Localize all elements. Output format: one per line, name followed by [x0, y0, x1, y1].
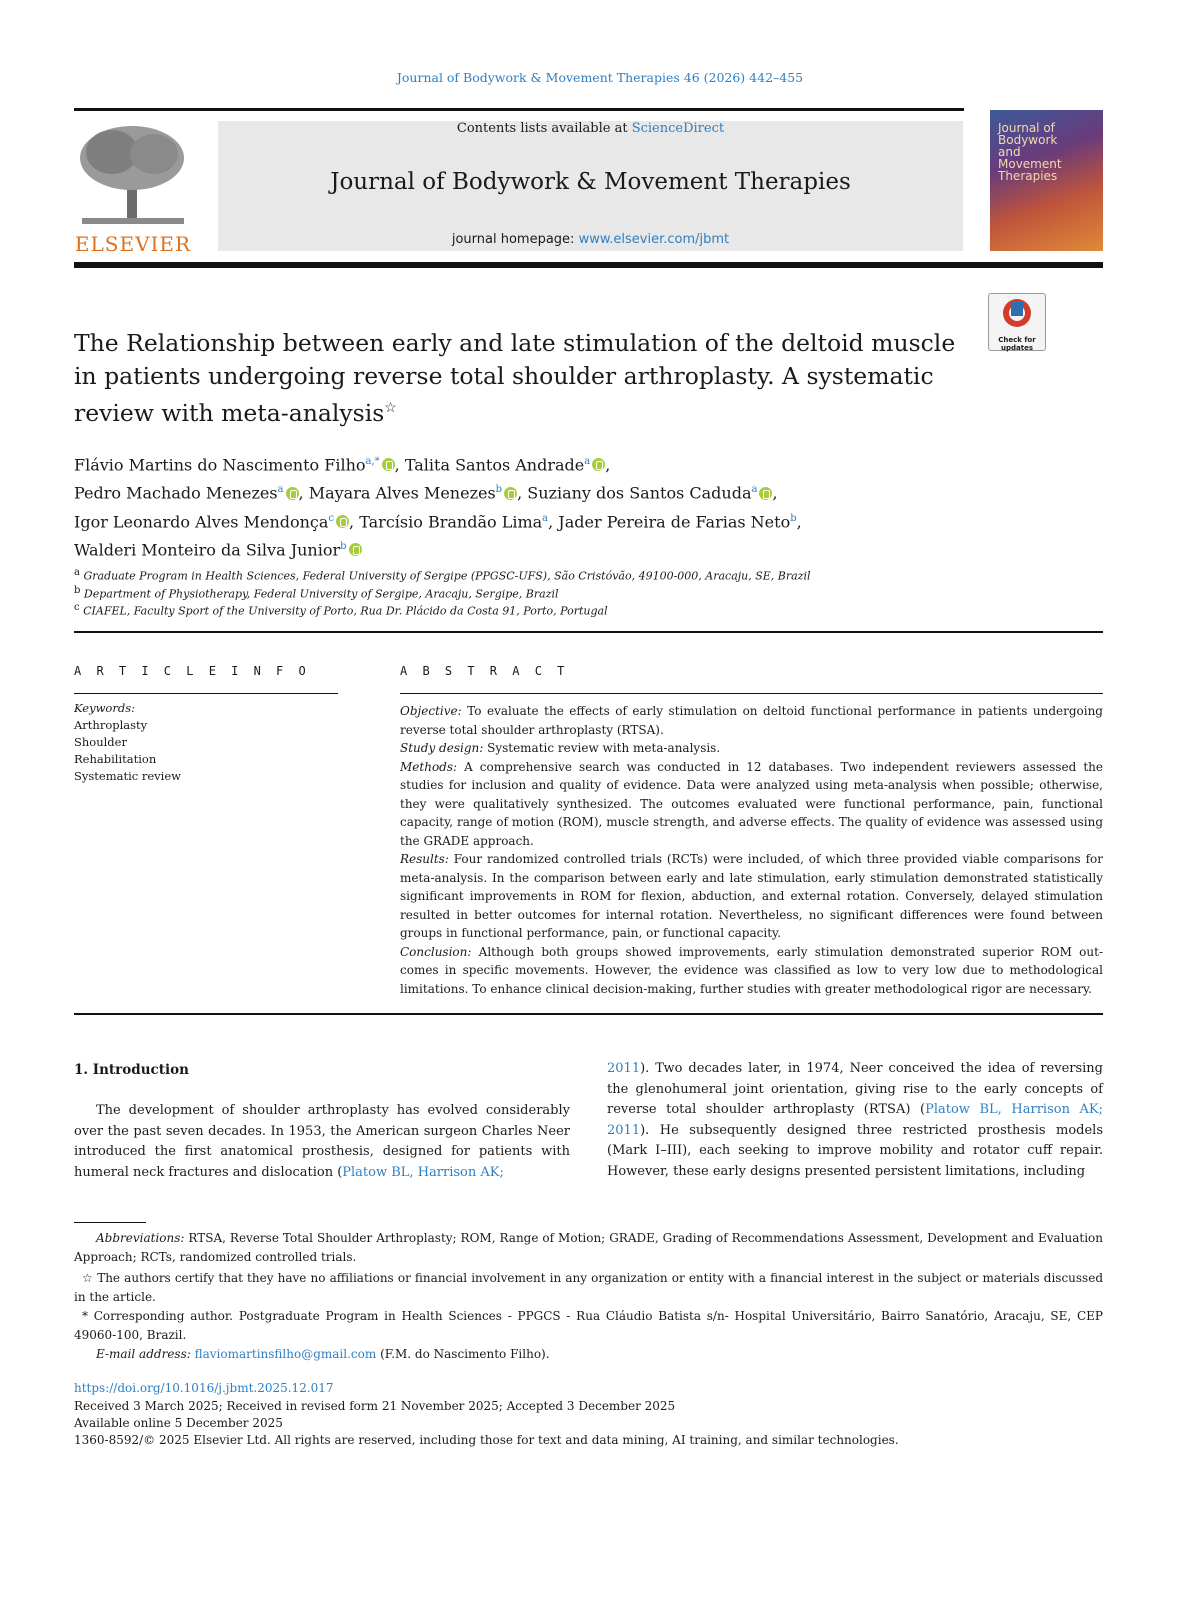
abstract-design	[400, 739, 1103, 758]
cover-title-line: and	[998, 145, 1021, 159]
affiliation-mark: a	[74, 567, 80, 578]
author-affiliation-mark[interactable]: a	[584, 456, 591, 467]
orcid-icon[interactable]	[349, 543, 362, 556]
section-heading-introduction: 1. Introduction	[74, 1062, 189, 1078]
results-text: Four randomized controlled trials (RCTs) were included, of which three provided viable comparisons for meta-analysis. In the comparison between early and late stimulation, early stimulation demonstrated statistically significant improvements in ROM for flexion, abduction, and external rotation. Conversely, delayed stimulation resulted in better outcomes for internal rotation. Nevertheless, no significant differences were found between groups in functional performance, pain, or functional capacity.	[400, 852, 1103, 940]
author-separator: ,	[605, 455, 611, 475]
affiliation-bottom-rule	[74, 631, 1103, 633]
author-list	[74, 449, 1034, 562]
intro-paragraph-text: ). He subsequently designed three restricted prosthesis models (Mark I–III), each seeking to improve mobility and rotator cuff repair. However, these early designs presented persistent limitations, including	[607, 1122, 1103, 1179]
author-line	[74, 506, 1034, 534]
received-line: Received 3 March 2025; Received in revised form 21 November 2025; Accepted 3 December 2025	[74, 1399, 676, 1413]
intro-left-column	[74, 1101, 570, 1183]
author-affiliation-mark[interactable]: b	[790, 512, 797, 524]
check-for-updates-button[interactable]	[988, 293, 1046, 351]
author-affiliation-mark[interactable]: c	[328, 512, 335, 524]
orcid-icon[interactable]	[592, 458, 605, 471]
author-name[interactable]: Pedro Machado Menezes	[74, 483, 278, 503]
cover-title-line: Movement	[998, 157, 1062, 171]
sciencedirect-link[interactable]: ScienceDirect	[631, 121, 725, 136]
orcid-icon[interactable]	[336, 515, 349, 528]
author-separator: ,	[298, 483, 309, 503]
title-line	[74, 392, 974, 429]
header-top-rule	[74, 108, 964, 111]
journal-cover-image[interactable]	[990, 110, 1103, 251]
cover-title-line: Therapies	[998, 169, 1058, 183]
conclusion-text: Although both groups showed improvements, early stimulation demonstrated superior ROM out-comes in specific movements. However, the evidence was classified as low to very low due to methodological limitations. To enhance clinical decision-making, further studies with greater methodological rigor are necessary.	[400, 944, 1103, 996]
abstract-methods	[400, 758, 1103, 851]
citation-link[interactable]: 2011	[607, 1061, 641, 1076]
author-line	[74, 477, 1034, 505]
abstract-results	[400, 850, 1103, 943]
homepage-prefix: journal homepage:	[451, 232, 579, 247]
author-name[interactable]: Suziany dos Santos Caduda	[527, 483, 752, 503]
masthead-panel	[218, 121, 963, 251]
affiliation-mark: b	[74, 585, 81, 596]
author-name[interactable]: Flávio Martins do Nascimento Filho	[74, 455, 366, 475]
methods-label: Methods:	[400, 759, 458, 774]
article-info-rule	[74, 693, 338, 694]
author-name[interactable]: Jader Pereira de Farias Neto	[558, 511, 791, 531]
email-label: E-mail address:	[96, 1347, 191, 1361]
author-affiliation-mark[interactable]: a,*	[365, 456, 380, 467]
cover-title	[998, 122, 1062, 182]
abstract-bottom-rule	[74, 1013, 1103, 1015]
author-line	[74, 449, 1034, 477]
affiliation-mark: c	[74, 602, 80, 613]
objective-label: Objective:	[400, 704, 462, 718]
author-affiliation-mark[interactable]: b	[495, 484, 503, 496]
abbreviations-text: RTSA, Reverse Total Shoulder Arthroplasty; ROM, Range of Motion; GRADE, Grading of Recommendations Assessment, Development and Evaluation Approach; RCTs, randomized controlled trials.	[74, 1231, 1103, 1264]
intro-right-column	[607, 1059, 1103, 1183]
publisher-wordmark: ELSEVIER	[74, 232, 192, 256]
design-text: Systematic review with meta-analysis.	[483, 741, 721, 755]
author-name[interactable]: Talita Santos Andrade	[404, 455, 585, 475]
abstract-heading: A B S T R A C T	[400, 664, 569, 678]
methods-text: A comprehensive search was conducted in 12 databases. Two independent reviewers assessed the studies for inclusion and quality of evidence. Data were analyzed using meta-analysis when possible; otherwise, they were qualitatively synthesized. The outcomes evaluated were functional performance, pain, functional capacity, range of motion (ROM), muscle strength, and adverse effects. The quality of evidence was assessed using the GRADE approach.	[400, 759, 1103, 848]
author-separator: ,	[394, 455, 405, 475]
cover-title-line: Bodywork	[998, 133, 1058, 147]
keyword-item: Arthroplasty	[74, 718, 148, 732]
contents-line	[218, 121, 963, 136]
email-link[interactable]: flaviomartinsfilho@gmail.com	[194, 1347, 377, 1361]
author-name[interactable]: Igor Leonardo Alves Mendonça	[74, 511, 329, 531]
citation-link[interactable]: Platow BL, Harrison AK; 2011	[607, 1102, 1104, 1138]
author-separator: ,	[548, 511, 559, 531]
keywords-label: Keywords:	[74, 701, 135, 715]
author-separator: ,	[796, 511, 802, 531]
author-name[interactable]: Walderi Monteiro da Silva Junior	[74, 540, 341, 560]
title-footnote-mark[interactable]: ☆	[384, 400, 397, 416]
journal-homepage-link[interactable]: www.elsevier.com/jbmt	[578, 232, 730, 247]
orcid-icon[interactable]	[382, 458, 395, 471]
author-separator: ,	[772, 483, 778, 503]
affiliation-text: CIAFEL, Faculty Sport of the University of Porto, Rua Dr. Plácido da Costa 91, Porto, Portugal	[83, 604, 608, 618]
available-line: Available online 5 December 2025	[74, 1416, 283, 1430]
affiliation-text: Department of Physiotherapy, Federal University of Sergipe, Aracaju, Sergipe, Brazil	[83, 587, 559, 601]
author-line	[74, 534, 1034, 562]
orcid-icon[interactable]	[504, 487, 517, 500]
author-separator: ,	[349, 511, 360, 531]
journal-title: Journal of Bodywork & Movement Therapies	[330, 169, 851, 195]
affiliation-a	[74, 565, 811, 585]
author-affiliation-mark[interactable]: a	[277, 484, 284, 496]
footnote-rule	[74, 1222, 146, 1223]
keywords-block	[74, 700, 181, 785]
keyword-item: Shoulder	[74, 735, 127, 749]
running-header: Journal of Bodywork & Movement Therapies 46 (2026) 442–455	[396, 70, 804, 85]
footnote-corresponding: * Corresponding author. Postgraduate Program in Health Sciences - PPGCS - Rua Cláudio Batista s/n- Hospital Universitário, Bairro Sanatório, Aracaju, SE, CEP 49060-100, Brazil.	[74, 1309, 1103, 1342]
doi-line	[74, 1380, 334, 1397]
title-line: in patients undergoing reverse total shoulder arthroplasty. A systematic	[74, 361, 934, 390]
author-affiliation-mark[interactable]: b	[340, 540, 347, 552]
conclusion-label: Conclusion:	[400, 944, 472, 959]
abbreviations-label: Abbreviations:	[96, 1231, 185, 1245]
author-name[interactable]: Tarcísio Brandão Lima	[359, 511, 543, 531]
abstract-objective	[400, 702, 1103, 739]
author-separator: ,	[517, 483, 528, 503]
citation-link[interactable]: Platow BL, Harrison AK;	[342, 1164, 504, 1180]
footnote-email	[74, 1345, 1103, 1364]
intro-paragraph-text: The development of shoulder arthroplasty has evolved considerably over the past seven decades. In 1953, the American surgeon Charles Neer introduced the first anatomical prosthesis, designed for patients with humeral neck fractures and dislocation (	[74, 1103, 570, 1180]
crossmark-icon	[989, 294, 1045, 332]
orcid-icon[interactable]	[286, 487, 299, 500]
orcid-icon[interactable]	[759, 487, 772, 500]
title-line: The Relationship between early and late stimulation of the deltoid muscle	[74, 329, 956, 357]
article-title	[74, 327, 974, 429]
footnote-abbreviations	[74, 1229, 1103, 1266]
abstract-conclusion	[400, 943, 1103, 999]
email-suffix: (F.M. do Nascimento Filho).	[376, 1347, 550, 1361]
intro-paragraph-text: ). Two decades later, in 1974, Neer conceived the idea of reversing the glenohumeral joint orientation, giving rise to the early concepts of reverse total shoulder arthroplasty (RTSA) (	[607, 1061, 1103, 1118]
author-affiliation-mark[interactable]: a	[542, 512, 549, 524]
author-affiliation-mark[interactable]: a	[751, 484, 758, 496]
keyword-item: Rehabilitation	[74, 752, 157, 766]
keyword-item: Systematic review	[74, 769, 181, 783]
doi-link[interactable]: https://doi.org/10.1016/j.jbmt.2025.12.017	[74, 1381, 334, 1395]
title-line-text: review with meta-analysis	[74, 398, 385, 427]
footnote-star: ☆ The authors certify that they have no affiliations or financial involvement in any organization or entity with a financial interest in the subject or materials discussed in the article.	[74, 1271, 1103, 1304]
design-label: Study design:	[400, 741, 484, 755]
copyright-line: 1360-8592/© 2025 Elsevier Ltd. All rights are reserved, including those for text and data mining, AI training, and similar technologies.	[74, 1433, 899, 1447]
results-label: Results:	[400, 852, 449, 866]
contents-prefix: Contents lists available at	[456, 121, 632, 136]
masthead-bottom-rule	[74, 262, 1103, 268]
article-info-heading: A R T I C L E I N F O	[74, 664, 310, 678]
cover-title-line: Journal of	[998, 121, 1055, 135]
affiliation-c	[74, 600, 608, 620]
author-name[interactable]: Mayara Alves Menezes	[308, 483, 496, 503]
abstract-rule	[400, 693, 1103, 694]
journal-homepage-line	[218, 232, 963, 247]
affiliation-text: Graduate Program in Health Sciences, Federal University of Sergipe (PPGSC-UFS), São Cristóvão, 49100-000, Aracaju, SE, Brazil	[83, 569, 811, 583]
objective-text: To evaluate the effects of early stimulation on deltoid functional performance in patients undergoing reverse total shoulder arthroplasty (RTSA).	[400, 704, 1103, 737]
crossmark-label: Check for updates	[998, 336, 1036, 352]
abstract-body	[400, 702, 1103, 998]
